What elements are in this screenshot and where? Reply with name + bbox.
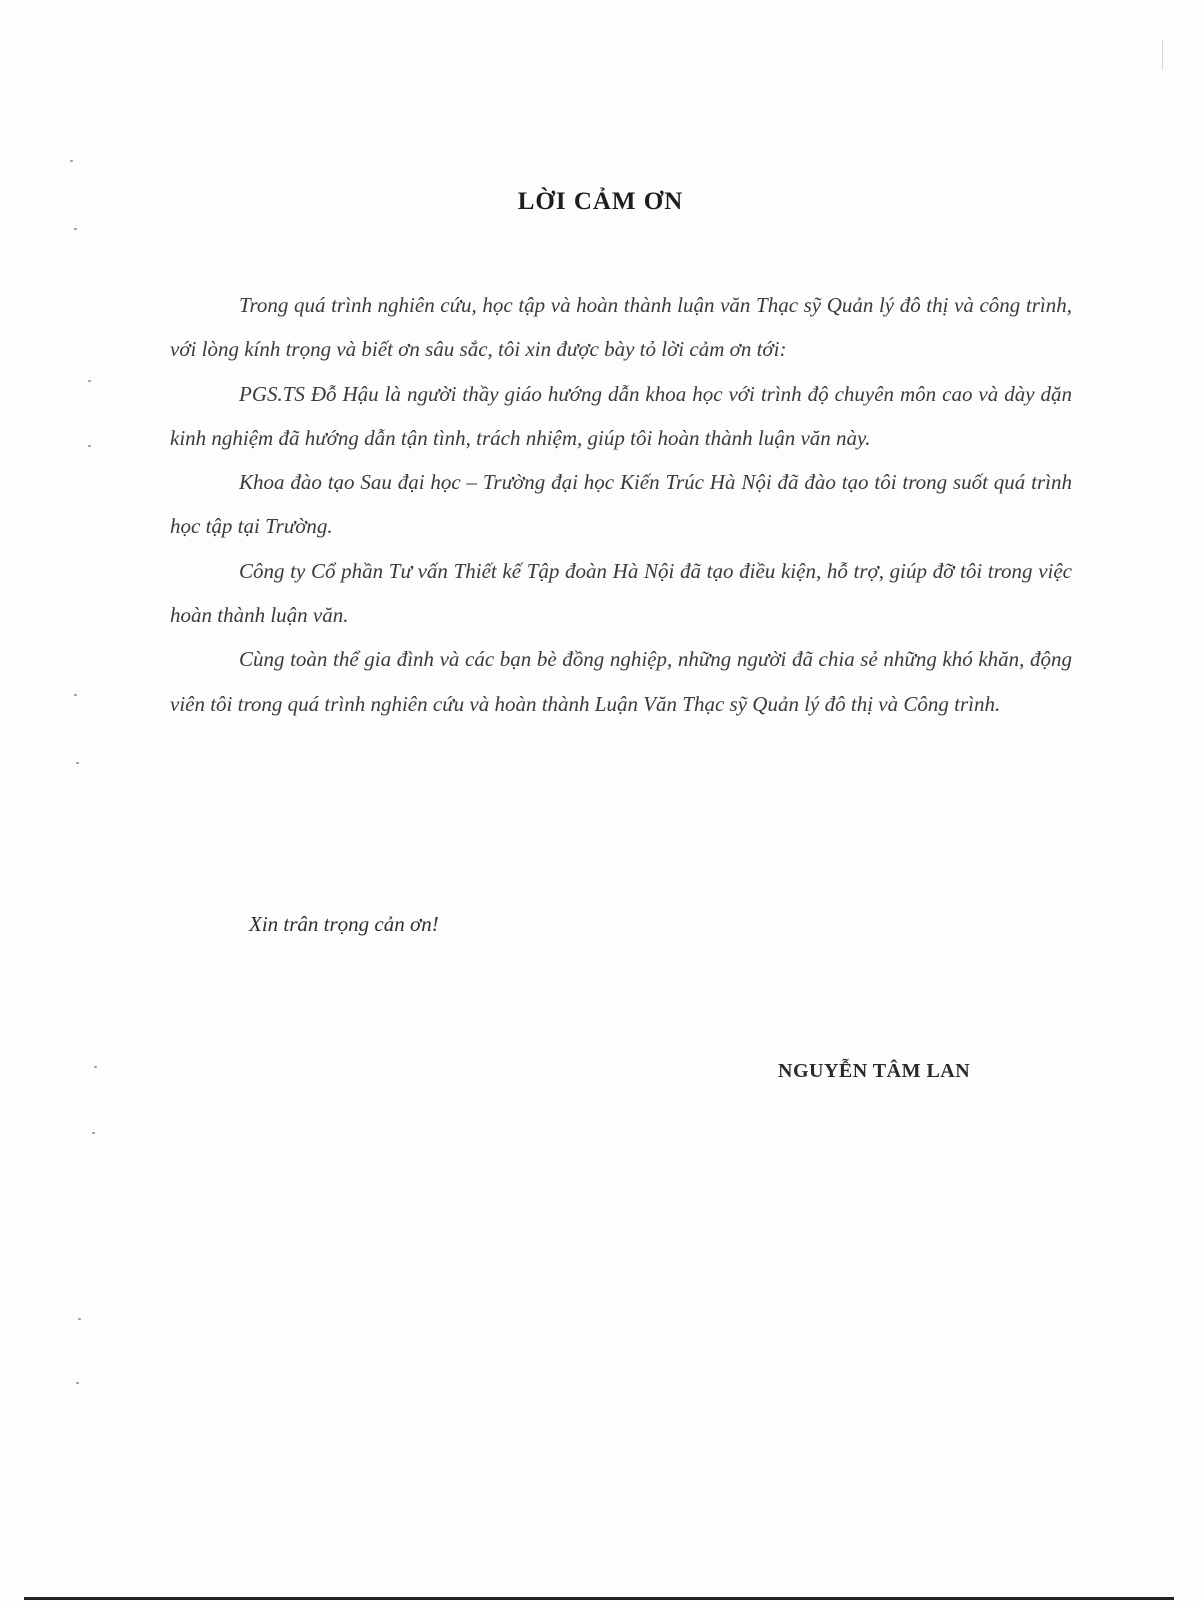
paragraph-intro: Trong quá trình nghiên cứu, học tập và hoàn thành luận văn Thạc sỹ Quản lý đô thị và công trình, với lòng kính trọng và biết ơn sâu sắc, tôi xin được bày tỏ lời cảm ơn tới: bbox=[170, 293, 1072, 362]
scan-speck bbox=[74, 694, 77, 696]
scan-speck bbox=[88, 445, 91, 447]
paragraph-company: Công ty Cổ phần Tư vấn Thiết kế Tập đoàn Hà Nội đã tạo điều kiện, hỗ trợ, giúp đỡ tôi trong việc hoàn thành luận văn. bbox=[170, 558, 1072, 628]
scan-edge-mark bbox=[1162, 40, 1163, 70]
paragraph-faculty: Khoa đào tạo Sau đại học – Trường đại học Kiến Trúc Hà Nội đã đào tạo tôi trong suốt quá trình học tập tại Trường. bbox=[170, 470, 1072, 539]
page-title: LỜI CẢM ƠN bbox=[517, 188, 684, 215]
scan-speck bbox=[76, 1382, 79, 1384]
paragraph-family: Cùng toàn thể gia đình và các bạn bè đồng nghiệp, những người đã chia sẻ những khó khăn, động viên tôi trong quá trình nghiên cứu và hoàn thành Luận Văn Thạc sỹ Quản lý đô thị và Công trình. bbox=[170, 647, 1072, 716]
bottom-border-line bbox=[24, 1597, 1174, 1600]
scan-speck bbox=[74, 228, 77, 230]
scan-speck bbox=[76, 762, 79, 764]
scan-speck bbox=[94, 1066, 97, 1068]
scan-speck bbox=[92, 1132, 95, 1134]
paragraph-advisor: PGS.TS Đỗ Hậu là người thầy giáo hướng dẫn khoa học với trình độ chuyên môn cao và dày dặn kinh nghiệm đã hướng dẫn tận tình, trách nhiệm, giúp tôi hoàn thành luận văn này. bbox=[170, 381, 1072, 450]
closing-line: Xin trân trọng cản ơn! bbox=[249, 912, 439, 936]
scan-speck bbox=[70, 160, 73, 162]
scan-speck bbox=[88, 380, 91, 382]
author-signature: NGUYỄN TÂM LAN bbox=[778, 1060, 971, 1082]
scan-speck bbox=[78, 1318, 81, 1320]
acknowledgement-body bbox=[170, 283, 1072, 726]
